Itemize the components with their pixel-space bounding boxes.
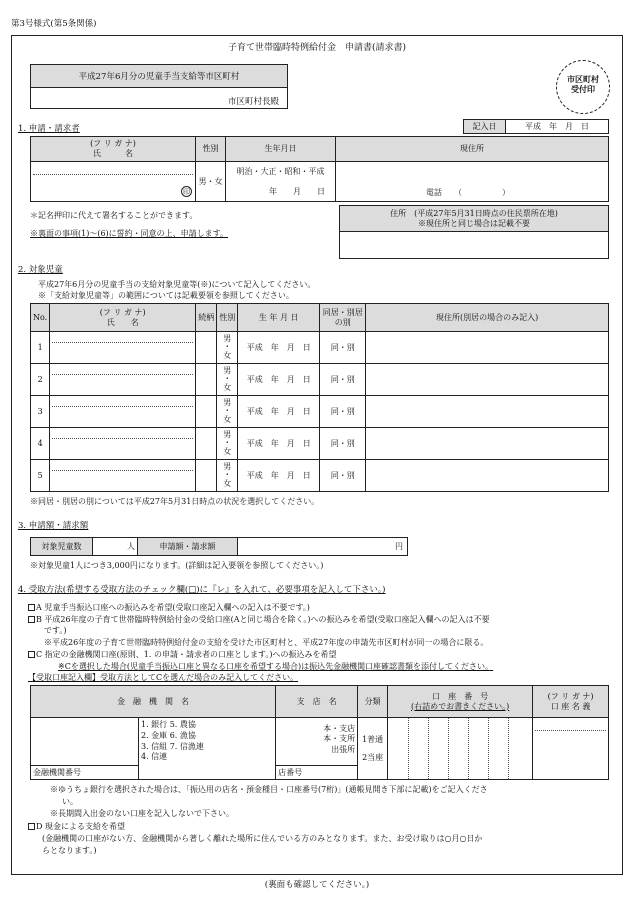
option-c-checkbox[interactable] bbox=[28, 651, 35, 658]
recipient-box: 平成27年6月分の児童手当支給等市区町村 bbox=[30, 64, 288, 88]
holder-field[interactable] bbox=[533, 718, 609, 780]
amount-label: 申請額・請求額 bbox=[138, 538, 238, 556]
child-birth-field[interactable]: 平成 年 月 日 bbox=[238, 332, 320, 364]
furigana-line bbox=[52, 438, 193, 439]
child-relation-field[interactable] bbox=[196, 332, 217, 364]
kind-header: 分類 bbox=[358, 686, 388, 718]
gender-f: 女 bbox=[223, 478, 232, 488]
option-b[interactable] bbox=[28, 615, 490, 625]
child-name-field[interactable] bbox=[50, 332, 196, 364]
section3-heading: 3. 申請額・請求額 bbox=[18, 521, 89, 531]
bank-type-1: 1. 銀行 5. 農協 bbox=[141, 720, 196, 729]
gender-f: 女 bbox=[223, 350, 232, 360]
row-no: 1 bbox=[31, 332, 50, 364]
applicant-birth-field[interactable] bbox=[226, 162, 336, 202]
registered-address-header bbox=[340, 206, 609, 232]
col-furigana: (フ リ ガ ナ) bbox=[99, 307, 146, 317]
gender-f: 女 bbox=[223, 414, 232, 424]
bank-type-2: 2. 金庫 6. 漁協 bbox=[141, 730, 196, 740]
entry-date-field[interactable]: 平成 年 月 日 bbox=[506, 120, 609, 134]
acct-no-label: 口 座 番 号 bbox=[432, 691, 489, 701]
col-no: No. bbox=[31, 304, 50, 332]
branch-name-field[interactable] bbox=[276, 718, 358, 780]
holder-label: 口 座 名 義 bbox=[550, 701, 591, 711]
child-cohabit-field[interactable]: 同・別 bbox=[320, 364, 366, 396]
child-birth-field[interactable]: 平成 年 月 日 bbox=[238, 460, 320, 492]
yucho-note-cont: い。 bbox=[62, 797, 78, 806]
applicant-address-field[interactable] bbox=[336, 162, 609, 202]
holder-furigana: (フ リ ガ ナ) bbox=[547, 691, 594, 701]
child-gender-field[interactable]: 男 ・ 女 bbox=[217, 428, 238, 460]
gender-f: 女 bbox=[223, 382, 232, 392]
branch-type-1: 本・支店 bbox=[323, 724, 356, 733]
row-no: 2 bbox=[31, 364, 50, 396]
child-gender-field[interactable]: 男 ・ 女 bbox=[217, 396, 238, 428]
bank-header: 金 融 機 関 名 bbox=[31, 686, 276, 718]
gender-m: 男 bbox=[223, 461, 232, 471]
amount-table bbox=[30, 537, 408, 556]
kind-ordinary: 1普通 bbox=[362, 734, 384, 744]
child-name-field[interactable] bbox=[50, 428, 196, 460]
entry-date-table bbox=[463, 119, 609, 134]
child-gender-field[interactable]: 男 ・ 女 bbox=[217, 332, 238, 364]
recipient-sub-box bbox=[30, 87, 288, 109]
option-d-checkbox[interactable] bbox=[28, 823, 35, 830]
entry-date-label: 記入日 bbox=[464, 120, 506, 134]
gender-f: 女 bbox=[223, 446, 232, 456]
child-gender-field[interactable]: 男 ・ 女 bbox=[217, 364, 238, 396]
child-cohabit-field[interactable]: 同・別 bbox=[320, 332, 366, 364]
table-row bbox=[31, 460, 609, 492]
gender-m: 男 bbox=[223, 333, 232, 343]
gender-header: 性別 bbox=[196, 137, 226, 162]
branch-no-field[interactable] bbox=[276, 765, 357, 779]
row-no: 3 bbox=[31, 396, 50, 428]
child-birth-field[interactable]: 平成 年 月 日 bbox=[238, 396, 320, 428]
child-name-field[interactable] bbox=[50, 460, 196, 492]
option-c-note: ※Cを選択した場合(児童手当振込口座と異なる口座を希望する場合)は振込先金融機関口座確認書類を添付してください。 bbox=[58, 662, 494, 671]
furigana-line bbox=[52, 406, 193, 407]
era-options: 明治・大正・昭和・平成 bbox=[236, 166, 325, 176]
amount-field[interactable]: 円 bbox=[238, 538, 408, 556]
stamp-line1: 市区町村 bbox=[567, 75, 599, 84]
option-c-label: C 指定の金融機関口座(原則、1. の申請・請求者の口座とします。)への振込みを希望 bbox=[36, 650, 337, 659]
child-address-field[interactable] bbox=[366, 396, 609, 428]
branch-header: 支 店 名 bbox=[276, 686, 358, 718]
option-d-note2: らとなります。) bbox=[42, 846, 97, 855]
amount-note: ※対象児童1人につき3,000円になります。(詳細は記入要領を参照してください。) bbox=[30, 561, 324, 570]
phone-field: 電話 （ ） bbox=[426, 188, 510, 198]
col-name-label: 氏 名 bbox=[106, 317, 139, 327]
applicant-gender-field[interactable]: 男・女 bbox=[196, 162, 226, 202]
child-name-field[interactable] bbox=[50, 364, 196, 396]
holder-header bbox=[533, 686, 609, 718]
child-address-field[interactable] bbox=[366, 460, 609, 492]
form-label: 第3号様式(第5条関係) bbox=[11, 19, 97, 29]
child-gender-field[interactable]: 男 ・ 女 bbox=[217, 460, 238, 492]
child-address-field[interactable] bbox=[366, 428, 609, 460]
table-row bbox=[31, 396, 609, 428]
col-name bbox=[50, 304, 196, 332]
option-d-note1: (金融機関の口座がない方、金融機関から著しく離れた場所に住んでいる方のみとなります。また、お受け取りは○月○日か bbox=[42, 834, 483, 843]
gender-m: 男 bbox=[223, 365, 232, 375]
child-relation-field[interactable] bbox=[196, 428, 217, 460]
option-a-checkbox[interactable] bbox=[28, 604, 35, 611]
col-gender: 性別 bbox=[217, 304, 238, 332]
registered-address-field[interactable] bbox=[340, 232, 609, 259]
applicant-table bbox=[30, 136, 609, 202]
row-no: 5 bbox=[31, 460, 50, 492]
child-relation-field[interactable] bbox=[196, 364, 217, 396]
option-c[interactable] bbox=[28, 650, 336, 660]
child-cohabit-field[interactable]: 同・別 bbox=[320, 428, 366, 460]
reception-stamp bbox=[556, 60, 610, 114]
child-address-field[interactable] bbox=[366, 332, 609, 364]
child-name-field[interactable] bbox=[50, 396, 196, 428]
child-relation-field[interactable] bbox=[196, 460, 217, 492]
option-b-checkbox[interactable] bbox=[28, 616, 35, 623]
section2-intro1: 平成27年6月分の児童手当の支給対象児童等(※)について記入してください。 bbox=[38, 280, 316, 289]
seal-icon: 印 bbox=[183, 188, 190, 196]
children-table bbox=[30, 303, 609, 492]
registered-address-note: ※現住所と同じ場合は記載不要 bbox=[418, 218, 530, 228]
footer-note: (裏面も確認してください。) bbox=[264, 880, 370, 890]
row-no: 4 bbox=[31, 428, 50, 460]
child-count-label: 対象児童数 bbox=[31, 538, 93, 556]
bank-no-field[interactable] bbox=[31, 765, 138, 779]
option-a[interactable] bbox=[28, 603, 310, 613]
long-term-note: ※長期間入出金のない口座を記入しないで下さい。 bbox=[50, 809, 234, 818]
option-b-cont: です。) bbox=[44, 626, 67, 635]
name-label: 氏 名 bbox=[93, 149, 133, 158]
bank-type-field[interactable] bbox=[139, 718, 276, 780]
furigana-label: (フ リ ガ ナ) bbox=[90, 139, 136, 149]
account-table bbox=[30, 685, 609, 780]
furigana-line bbox=[52, 470, 193, 471]
col-birth: 生 年 月 日 bbox=[238, 304, 320, 332]
table-row bbox=[31, 332, 609, 364]
kind-current: 2当座 bbox=[362, 752, 384, 762]
holder-furigana-line bbox=[535, 730, 606, 731]
yucho-note: ※ゆうちょ銀行を選択された場合は、「振込用の店名・預金種目・口座番号(7桁)」(通帳見開き下部に記載)をご記入くださ bbox=[50, 785, 488, 794]
branch-type-2: 本・支所 bbox=[323, 734, 356, 744]
registered-address-table bbox=[339, 205, 609, 259]
child-cohabit-field[interactable]: 同・別 bbox=[320, 460, 366, 492]
form-title: 子育て世帯臨時特例給付金 申請書(請求書) bbox=[227, 43, 407, 53]
bank-name-field[interactable] bbox=[31, 718, 139, 780]
consent-note: ※裏面の事項(1)～(6)に誓約・同意の上、申請します。 bbox=[30, 229, 229, 238]
acct-no-field[interactable] bbox=[388, 718, 533, 780]
branch-no-label: 店番号 bbox=[278, 768, 303, 777]
option-a-label: A 児童手当振込口座への振込みを希望(受取口座記入欄への記入は不要です。) bbox=[36, 603, 310, 612]
section2-heading: 2. 対象児童 bbox=[18, 265, 63, 275]
option-d[interactable] bbox=[28, 822, 125, 832]
section4-heading: 4. 受取方法(希望する受取方法のチェック欄(□)に『レ』を入れて、必要事項を記入して下さい。) bbox=[18, 585, 386, 595]
furigana-line bbox=[52, 342, 193, 343]
child-count-field[interactable]: 人 bbox=[93, 538, 138, 556]
gender-m: 男 bbox=[223, 429, 232, 439]
birth-header: 生年月日 bbox=[226, 137, 336, 162]
col-cohabit bbox=[320, 304, 366, 332]
child-cohabit-field[interactable]: 同・別 bbox=[320, 396, 366, 428]
gender-m: 男 bbox=[223, 397, 232, 407]
option-b-label: B 平成26年度の子育て世帯臨時特例給付金の受給口座(Aと同じ場合を除く。)への振込みを希望(受取口座記入欄への記入は不要 bbox=[36, 615, 490, 624]
bank-no-label: 金融機関番号 bbox=[33, 768, 81, 777]
kind-field[interactable] bbox=[358, 718, 388, 780]
acct-no-header bbox=[388, 686, 533, 718]
table-row bbox=[31, 364, 609, 396]
child-birth-field[interactable]: 平成 年 月 日 bbox=[238, 428, 320, 460]
col-relation: 続柄 bbox=[196, 304, 217, 332]
child-birth-field[interactable]: 平成 年 月 日 bbox=[238, 364, 320, 396]
option-b-note: ※平成26年度の子育て世帯臨時特例給付金の支給を受けた市区町村と、平成27年度の申請先市区町村が同一の場合に限る。 bbox=[44, 638, 489, 647]
furigana-line bbox=[33, 174, 193, 175]
table-row bbox=[31, 428, 609, 460]
recipient-mayor: 市区町村長殿 bbox=[227, 97, 279, 107]
bank-type-4: 4. 信連 bbox=[141, 752, 168, 762]
section1-heading: 1. 申請・請求者 bbox=[18, 124, 80, 134]
stamp-line2: 受付印 bbox=[571, 85, 595, 95]
bank-type-3: 3. 信組 7. 信漁連 bbox=[141, 741, 204, 751]
branch-type-3: 出張所 bbox=[331, 744, 356, 754]
cohabit-footnote: ※同居・別居の別については平成27年5月31日時点の状況を選択してください。 bbox=[30, 497, 320, 506]
child-address-field[interactable] bbox=[366, 364, 609, 396]
col-child-address: 現住所(別居の場合のみ記入) bbox=[366, 304, 609, 332]
col-cohabit-2: の別 bbox=[334, 317, 351, 327]
signature-note: ＊記名押印に代えて署名することができます。 bbox=[30, 211, 198, 220]
birth-ymd: 年 月 日 bbox=[269, 186, 325, 196]
col-cohabit-1: 同居・別居 bbox=[322, 307, 363, 317]
furigana-line bbox=[52, 374, 193, 375]
account-heading: 【受取口座記入欄】受取方法としてCを選んだ場合のみ記入してください。 bbox=[28, 673, 299, 682]
acct-no-sub: (右詰めでお書きください。) bbox=[411, 701, 510, 711]
section2-intro2: ※「支給対象児童等」の範囲については記載要領を参照してください。 bbox=[38, 291, 294, 300]
address-header: 現住所 bbox=[336, 137, 609, 162]
registered-address-label: 住所 (平成27年5月31日時点の住民票所在地) bbox=[390, 208, 558, 218]
option-d-label: D 現金による支給を希望 bbox=[36, 822, 125, 831]
applicant-name-field[interactable] bbox=[31, 162, 196, 202]
child-relation-field[interactable] bbox=[196, 396, 217, 428]
applicant-name-header bbox=[31, 137, 196, 162]
